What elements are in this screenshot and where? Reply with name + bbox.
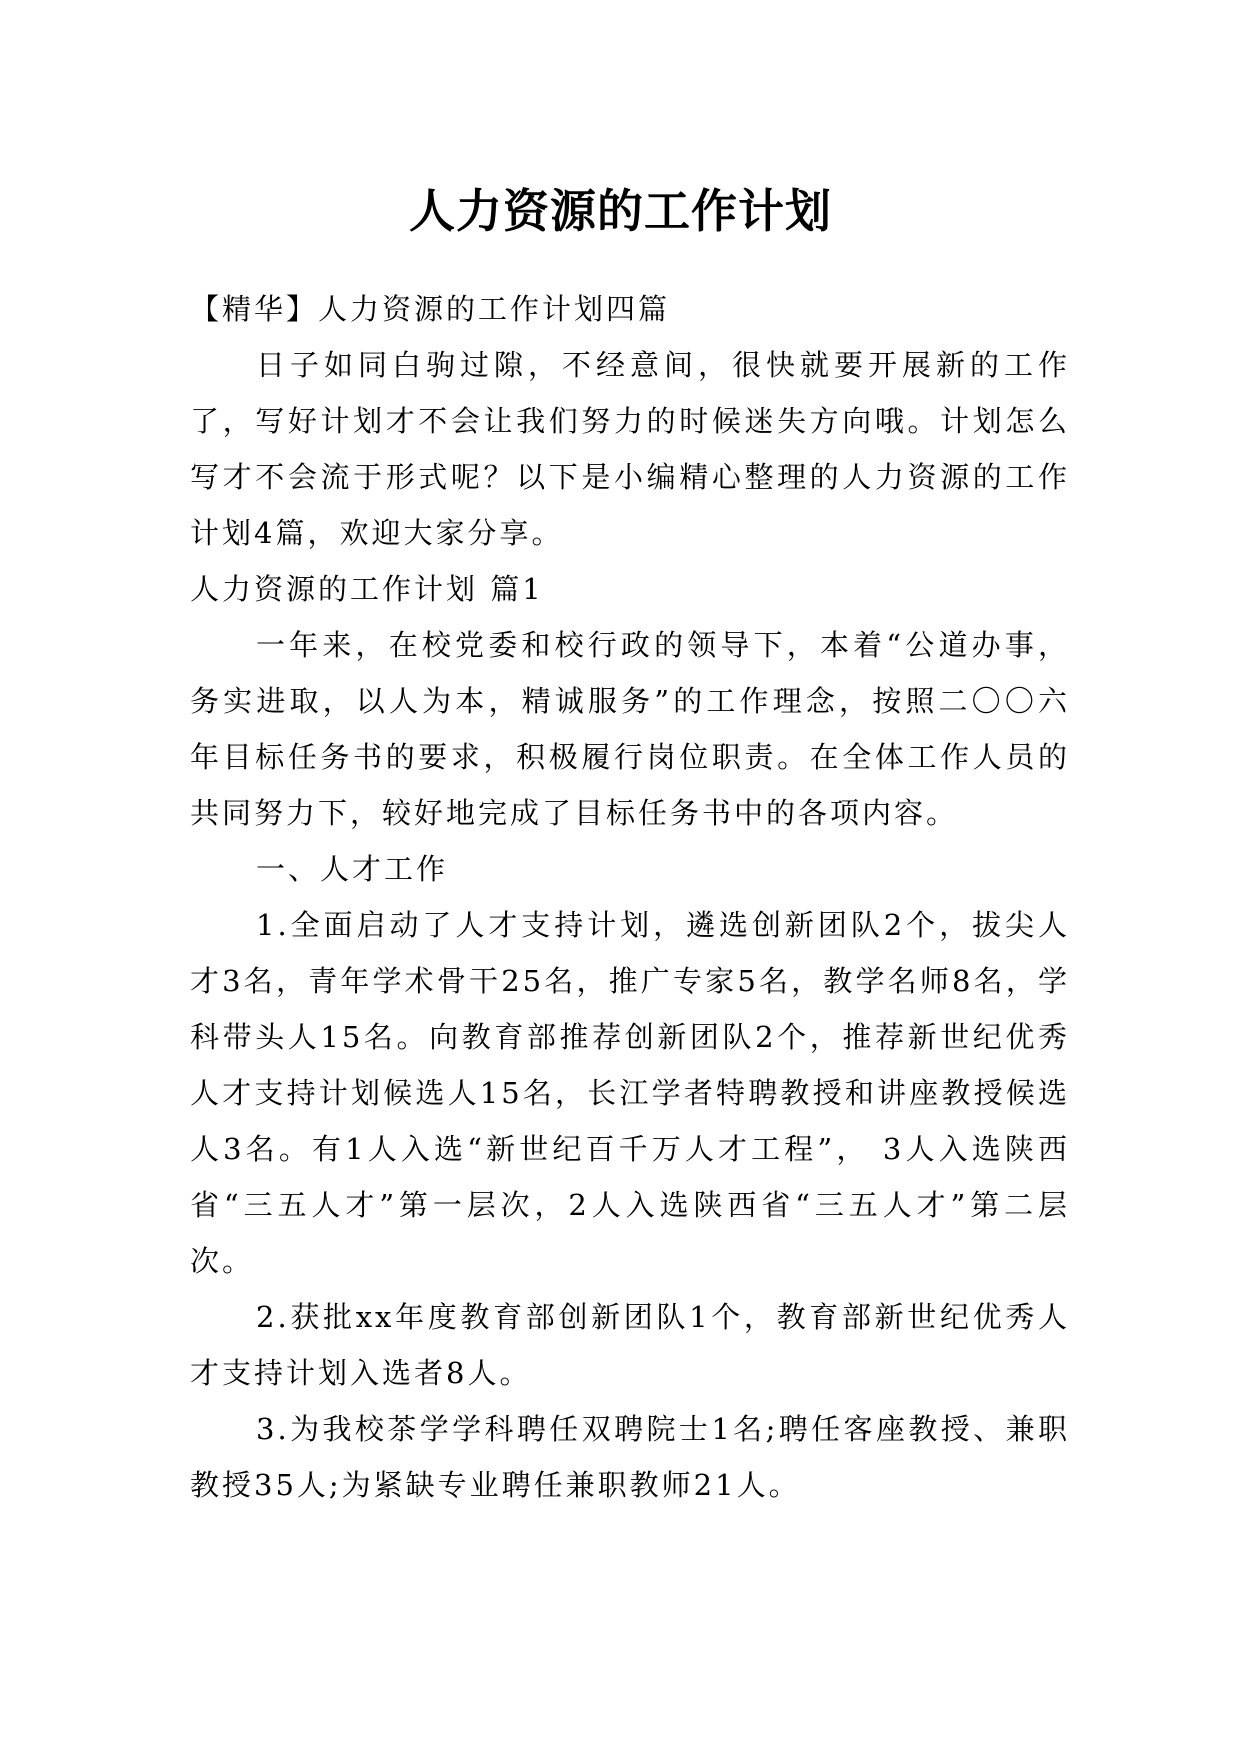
list-item: 3.为我校茶学学科聘任双聘院士1名;聘任客座教授、兼职教授35人;为紧缺专业聘任兼职教师21人。 [190,1412,1070,1502]
document-body [190,281,1070,1513]
subtitle-line: 【精华】人力资源的工作计划四篇 [190,292,671,326]
section-heading: 人力资源的工作计划 篇1 [190,572,544,606]
intro-paragraph: 日子如同白驹过隙，不经意间，很快就要开展新的工作了，写好计划才不会让我们努力的时候迷失方向哦。计划怎么写才不会流于形式呢？以下是小编精心整理的人力资源的工作计划4篇，欢迎大家分享。 [190,348,1070,550]
body-paragraph: 一年来，在校党委和校行政的领导下，本着“公道办事，务实进取，以人为本，精诚服务”的工作理念，按照二〇〇六年目标任务书的要求，积极履行岗位职责。在全体工作人员的共同努力下，较好地完成了目标任务书中的各项内容。 [190,628,1070,830]
list-item: 2.获批xx年度教育部创新团队1个，教育部新世纪优秀人才支持计划入选者8人。 [190,1300,1070,1390]
document-title: 人力资源的工作计划 [409,183,832,238]
list-item: 1.全面启动了人才支持计划，遴选创新团队2个，拔尖人才3名，青年学术骨干25名，推广专家5名，教学名师8名，学科带头人15名。向教育部推荐创新团队2个，推荐新世纪优秀人才支持计划候选人15名，长江学者特聘教授和讲座教授候选人3名。有1人入选“新世纪百千万人才工程”， 3人入选陕西省“三五人才”第一层次，2人入选陕西省“三五人才”第二层次。 [190,908,1070,1278]
subsection-heading: 一、人才工作 [256,852,449,886]
